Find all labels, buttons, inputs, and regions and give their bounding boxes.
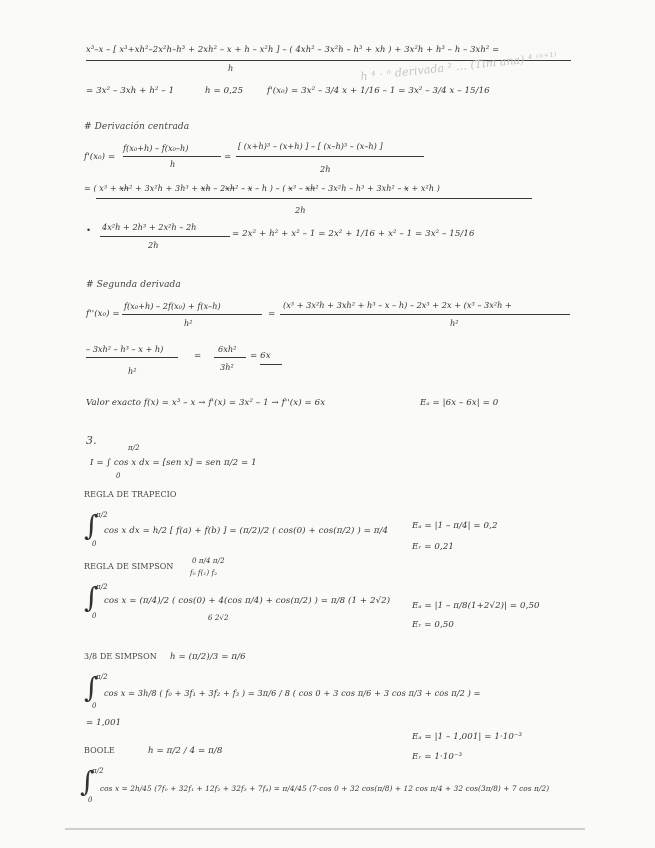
derivative-result: f'(x₀) = 3x² – 3/4 x + 1/16 – 1 = 3x² – 3/4 x – 15/16: [267, 86, 490, 96]
underline: [260, 364, 282, 365]
integral-definition: I = ∫ cos x dx = [sen x] = sen π/2 = 1: [90, 458, 257, 468]
section-title-boole: BOOLE: [84, 746, 115, 755]
simpson-equation: cos x = (π/4)/2 ( cos(0) + 4(cos π/4) + cos(π/2) ) = π/8 (1 + 2√2): [104, 596, 391, 606]
section-title-second: # Segunda derivada: [86, 280, 181, 290]
upper-limit: π/2: [96, 583, 108, 591]
second-derivative-lhs: f''(x₀) =: [86, 309, 120, 319]
integral-sign: ∫: [80, 765, 95, 798]
fraction-bar: [280, 314, 570, 315]
section-title-simpson: REGLA DE SIMPSON: [84, 562, 174, 571]
substitution-denominator: h²: [450, 318, 459, 328]
simpson-absolute-error: Eₐ = |1 – π/8(1+2√2)| = 0,50: [412, 601, 540, 611]
substitution-numerator: [ (x+h)³ – (x+h) ] – [ (x–h)³ – (x–h) ]: [238, 141, 383, 151]
lower-limit: 0: [116, 472, 121, 480]
fraction-bar: [122, 314, 262, 315]
simpson-38-step: h = (π/2)/3 = π/6: [170, 652, 246, 662]
simpson-38-absolute-error: Eₐ = |1 – 1,001| = 1·10⁻³: [412, 732, 523, 742]
result-line: = 3x² – 3xh + h² – 1: [86, 86, 175, 96]
upper-limit: π/2: [96, 511, 108, 519]
trapezoid-relative-error: Eᵣ = 0,21: [412, 542, 454, 552]
formula-denominator: h²: [184, 318, 193, 328]
lower-limit: 0: [92, 540, 97, 548]
result-6x: = 6x: [250, 351, 271, 361]
equals: =: [268, 309, 276, 319]
trapezoid-equation: cos x dx = h/2 [ f(a) + f(b) ] = (π/2)/2 ( cos(0) + cos(π/2) ) = π/4: [104, 526, 389, 536]
page-bottom-edge: [65, 828, 585, 830]
simplified-numerator: 4x²h + 2h³ + 2x²h – 2h: [102, 222, 197, 232]
equals: =: [194, 351, 202, 361]
boole-equation: cos x = 2h/45 (7f₀ + 32f₁ + 12f₂ + 32f₃ + 7f₄) = π/4/45 (7·cos 0 + 32 cos(π/8) + 12 cos π/4 + 32 cos(3π/8) + 7 cos π/2): [100, 784, 550, 793]
section-title-centered: # Derivación centrada: [84, 122, 190, 132]
equals: =: [224, 152, 232, 162]
section-title-trapezoid: REGLA DE TRAPECIO: [84, 490, 177, 499]
integral-sign: ∫: [84, 509, 99, 542]
trapezoid-absolute-error: Eₐ = |1 – π/4| = 0,2: [412, 521, 498, 531]
lower-limit: 0: [88, 796, 93, 804]
continuation-denominator: h²: [128, 366, 137, 376]
result-numerator: 6xh²: [218, 344, 237, 354]
upper-limit: π/2: [128, 444, 140, 452]
integral-sign: ∫: [84, 671, 99, 704]
formula-numerator: f(x₀+h) – 2f(x₀) + f(x–h): [124, 301, 221, 311]
expanded-line: = ( x³ + x̶h̶² + 3x²h + 3h³ + x̶h̶ – 2x̶h̶² – x̶ – h ) – ( x̶³ – x̶h̶² – 3x²h – h³ + 3xh² – x̶ + x²h ): [84, 184, 440, 193]
upper-limit: π/2: [96, 673, 108, 681]
expanded-denominator: 2h: [295, 205, 306, 215]
fraction-bar: [123, 156, 221, 157]
bullet: •: [86, 226, 92, 236]
fraction-bar: [214, 357, 246, 358]
result-denominator: 3h²: [220, 362, 234, 372]
bleed-through-text: h ⁴ ⋅ ⁿ derivada ² … (Tim ana) ⁴ ⁽ⁿ⁺¹⁾: [359, 49, 558, 84]
lower-limit: 0: [92, 612, 97, 620]
simpson-relative-error: Eᵣ = 0,50: [412, 620, 454, 630]
expansion-line: x³–x – [ x³+xh²–2x²h–h³ + 2xh² – x + h – x²h ] – ( 4xh² – 3x²h – h³ + xh ) + 3x²h + h³ – h – 3xh² =: [86, 44, 500, 54]
formula-numerator: f(x₀+h) – f(x₀–h): [123, 143, 189, 153]
simpson-side-note: 6 2√2: [208, 614, 229, 622]
simpson-points: 0 π/4 π/2: [192, 557, 225, 565]
fraction-bar: [86, 357, 178, 358]
exact-value-line: Valor exacto f(x) = x³ – x → f'(x) = 3x² – 1 → f''(x) = 6x: [86, 398, 326, 408]
upper-limit: π/2: [92, 767, 104, 775]
fraction-bar: [236, 156, 424, 157]
simplified-result: = 2x² + h² + x² – 1 = 2x² + 1/16 + x² – 1 = 3x² – 15/16: [232, 229, 475, 239]
fraction-bar: [96, 198, 532, 199]
problem-number: 3.: [86, 434, 97, 447]
absolute-error: Eₐ = |6x – 6x| = 0: [420, 398, 499, 408]
simpson-38-result: = 1,001: [86, 718, 122, 728]
simpson-function-labels: f₀ f(₁) f₂: [190, 569, 218, 577]
substitution-denominator: 2h: [320, 164, 331, 174]
boole-step: h = π/2 / 4 = π/8: [148, 746, 223, 756]
fraction-denominator: h: [228, 63, 234, 73]
formula-denominator: h: [170, 159, 176, 169]
fraction-bar: [100, 236, 230, 237]
simpson-38-relative-error: Eᵣ = 1·10⁻³: [412, 752, 463, 762]
h-value: h = 0,25: [205, 86, 244, 96]
derivative-lhs: f'(x₀) =: [84, 152, 116, 162]
section-title-simpson-38: 3/8 DE SIMPSON: [84, 652, 157, 661]
simpson-38-equation: cos x = 3h/8 ( f₀ + 3f₁ + 3f₂ + f₃ ) = 3π/6 / 8 ( cos 0 + 3 cos π/6 + 3 cos π/3 + cos π/2 ) =: [104, 688, 481, 698]
lower-limit: 0: [92, 702, 97, 710]
continuation-numerator: – 3xh² – h³ – x + h): [86, 344, 164, 354]
simplified-denominator: 2h: [148, 240, 159, 250]
substitution-numerator: (x³ + 3x²h + 3xh² + h³ – x – h) – 2x³ + 2x + (x³ – 3x²h +: [283, 300, 512, 310]
integral-sign: ∫: [84, 581, 99, 614]
